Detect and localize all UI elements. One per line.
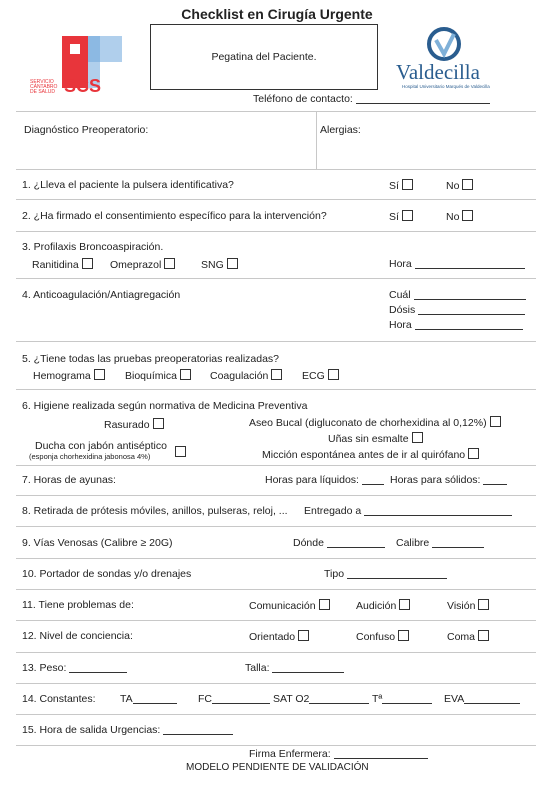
q12-orientado: Orientado — [249, 630, 309, 643]
q3-omeprazol: Omeprazol — [110, 258, 175, 271]
divider — [16, 495, 536, 496]
q14-sat: SAT O2 — [273, 693, 369, 705]
q3-hora: Hora — [389, 258, 525, 270]
q11-audicion: Audición — [356, 599, 410, 612]
divider — [316, 111, 317, 169]
eva-field[interactable] — [464, 693, 520, 704]
checkbox[interactable] — [402, 179, 413, 190]
q14-ta: TA — [120, 693, 177, 705]
divider — [16, 111, 536, 112]
q10-tipo: Tipo — [324, 568, 447, 580]
checkbox[interactable] — [175, 446, 186, 457]
checkbox[interactable] — [164, 258, 175, 269]
solidos-field[interactable] — [483, 474, 507, 485]
q4-label: 4. Anticoagulación/Antiagregación — [22, 289, 181, 301]
q7-liquidos: Horas para líquidos: — [265, 474, 384, 486]
liquidos-field[interactable] — [362, 474, 384, 485]
checkbox[interactable] — [227, 258, 238, 269]
checkbox[interactable] — [94, 369, 105, 380]
peso-field[interactable] — [69, 662, 127, 673]
q14-label: 14. Constantes: — [22, 693, 96, 705]
q5-coagulacion: Coagulación — [210, 369, 282, 382]
phone-field[interactable] — [356, 93, 490, 104]
q8-label: 8. Retirada de prótesis móviles, anillos, pulseras, reloj, ... — [22, 505, 288, 517]
divider — [16, 231, 536, 232]
q11-label: 11. Tiene problemas de: — [22, 599, 134, 611]
checkbox[interactable] — [478, 599, 489, 610]
checkbox[interactable] — [298, 630, 309, 641]
q2-label: 2. ¿Ha firmado el consentimiento específico para la intervención? — [22, 210, 327, 222]
checkbox[interactable] — [402, 210, 413, 221]
divider — [16, 620, 536, 621]
divider — [16, 389, 536, 390]
q11-vision: Visión — [447, 599, 489, 612]
q5-hemograma: Hemograma — [33, 369, 105, 382]
q13-talla: Talla: — [245, 662, 344, 674]
hora-field[interactable] — [415, 319, 523, 330]
talla-field[interactable] — [272, 662, 344, 673]
phone-label: Teléfono de contacto: — [253, 93, 353, 105]
q2-no: No — [446, 210, 473, 223]
q6-miccion: Micción espontánea antes de ir al quirófano — [262, 448, 479, 461]
divider — [16, 683, 536, 684]
sticker-label: Pegatina del Paciente. — [211, 51, 317, 63]
checkbox[interactable] — [490, 416, 501, 427]
hora-salida-field[interactable] — [163, 724, 233, 735]
q1-no: No — [446, 179, 473, 192]
q6-ducha: Ducha con jabón antiséptico — [35, 440, 167, 452]
q6-aseo: Aseo Bucal (digluconato de chorhexidina al 0,12%) — [249, 416, 501, 429]
donde-field[interactable] — [327, 537, 385, 548]
checkbox[interactable] — [462, 179, 473, 190]
signature-row: Firma Enfermera: — [249, 748, 428, 760]
q4-hora: Hora — [389, 319, 523, 331]
q5-bioquimica: Bioquímica — [125, 369, 191, 382]
q9-calibre: Calibre — [396, 537, 484, 549]
phone-row — [253, 93, 490, 105]
q9-donde: Dónde — [293, 537, 385, 549]
valdecilla-subtitle: Hospital Universitario Marqués de Valdecilla — [402, 84, 490, 89]
q3-label: 3. Profilaxis Broncoaspiración. — [22, 241, 164, 253]
q2-yes: Sí — [389, 210, 413, 223]
entregado-field[interactable] — [364, 505, 512, 516]
checkbox[interactable] — [319, 599, 330, 610]
checkbox[interactable] — [328, 369, 339, 380]
q14-temp: Tª — [372, 693, 432, 705]
ta-field[interactable] — [133, 693, 177, 704]
checkbox[interactable] — [399, 599, 410, 610]
divider — [16, 169, 536, 170]
divider — [16, 199, 536, 200]
divider — [16, 341, 536, 342]
checkbox[interactable] — [468, 448, 479, 459]
divider — [16, 526, 536, 527]
q8-entregado: Entregado a — [304, 505, 512, 517]
checkbox[interactable] — [82, 258, 93, 269]
fc-field[interactable] — [212, 693, 270, 704]
checkbox[interactable] — [153, 418, 164, 429]
checkbox[interactable] — [398, 630, 409, 641]
checkbox[interactable] — [462, 210, 473, 221]
q6-ducha-sub: (esponja chorhexidina jabonosa 4%) — [29, 452, 151, 461]
q5-label: 5. ¿Tiene todas las pruebas preoperatorias realizadas? — [22, 353, 280, 365]
diagnosis-label: Diagnóstico Preoperatorio: — [24, 124, 149, 136]
q6-rasurado: Rasurado — [104, 418, 164, 431]
divider — [16, 589, 536, 590]
q13-label: 13. Peso: — [22, 662, 127, 674]
q11-comunicacion: Comunicación — [249, 599, 330, 612]
q6-unas: Uñas sin esmalte — [328, 432, 423, 445]
checkbox[interactable] — [478, 630, 489, 641]
q6-label: 6. Higiene realizada según normativa de Medicina Preventiva — [22, 400, 308, 412]
temp-field[interactable] — [382, 693, 432, 704]
allergies-label: Alergias: — [320, 124, 361, 136]
scs-logo-text: SCS — [64, 76, 102, 96]
dosis-field[interactable] — [418, 304, 525, 315]
calibre-field[interactable] — [432, 537, 484, 548]
page-title: Checklist en Cirugía Urgente — [181, 6, 373, 22]
q14-eva: EVA — [444, 693, 520, 705]
q4-dosis: Dósis — [389, 304, 525, 316]
sat-field[interactable] — [309, 693, 369, 704]
divider — [16, 652, 536, 653]
q12-coma: Coma — [447, 630, 489, 643]
q9-label: 9. Vías Venosas (Calibre ≥ 20G) — [22, 537, 173, 549]
footer-note: MODELO PENDIENTE DE VALIDACIÓN — [186, 762, 369, 773]
q15-label: 15. Hora de salida Urgencias: — [22, 724, 233, 736]
q3-ranitidina: Ranitidina — [32, 258, 93, 271]
divider — [16, 465, 536, 466]
valdecilla-logo-text: Valdecilla — [396, 60, 480, 84]
checkbox[interactable] — [180, 369, 191, 380]
tipo-field[interactable] — [347, 568, 447, 579]
q14-fc: FC — [198, 693, 270, 705]
checkbox[interactable] — [412, 432, 423, 443]
checkbox[interactable] — [271, 369, 282, 380]
q12-label: 12. Nivel de conciencia: — [22, 630, 133, 642]
patient-sticker-box[interactable] — [150, 24, 378, 90]
q7-label: 7. Horas de ayunas: — [22, 474, 116, 486]
divider — [16, 278, 536, 279]
divider — [16, 745, 536, 746]
q1-label: 1. ¿Lleva el paciente la pulsera identificativa? — [22, 179, 234, 191]
signature-field[interactable] — [334, 748, 428, 759]
q3-sng: SNG — [201, 258, 238, 271]
q4-cual: Cuál — [389, 289, 526, 301]
divider — [16, 714, 536, 715]
q1-yes: Sí — [389, 179, 413, 192]
divider — [16, 558, 536, 559]
q5-ecg: ECG — [302, 369, 339, 382]
scs-small-text: SERVICIO CÁNTABRO DE SALUD — [30, 79, 58, 95]
q7-solidos: Horas para sólidos: — [390, 474, 507, 486]
q10-label: 10. Portador de sondas y/o drenajes — [22, 568, 192, 580]
hora-field[interactable] — [415, 258, 525, 269]
cual-field[interactable] — [414, 289, 526, 300]
q12-confuso: Confuso — [356, 630, 409, 643]
